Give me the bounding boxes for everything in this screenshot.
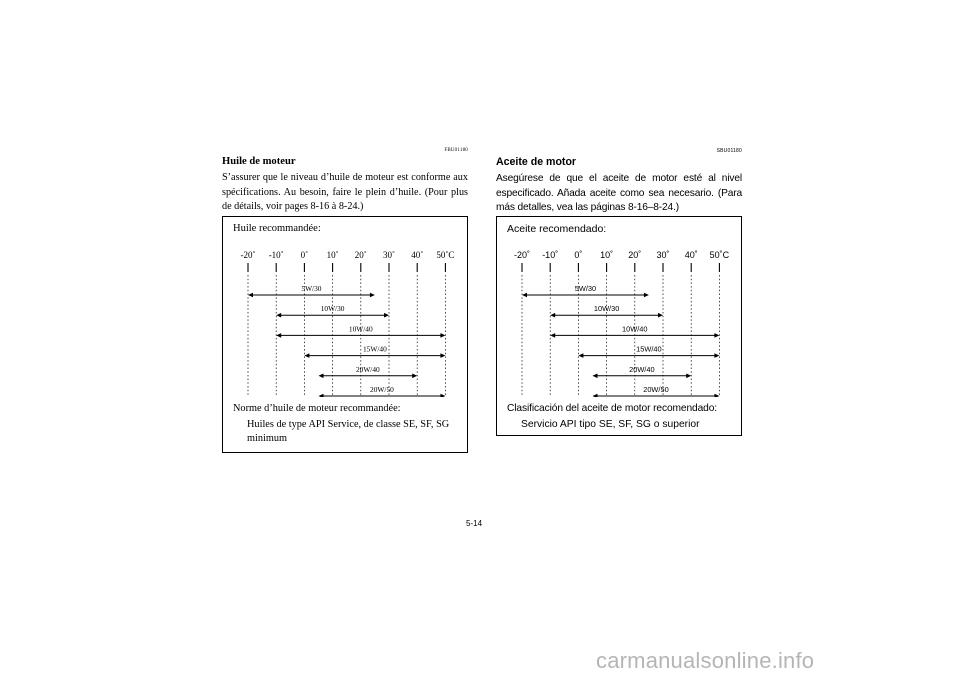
arrowhead-right [658,313,663,318]
spanish-oil-box [496,216,742,436]
arrowhead-right [412,374,417,379]
arrowhead-right [440,353,445,358]
grade-label: 20W/50 [643,385,669,394]
temperature-label: 30˚ [383,250,395,260]
norm-detail: Huiles de type API Service, de classe SE, SF, SG minimum [247,419,450,444]
grade-label: 20W/40 [355,364,380,374]
grade-label: 20W/40 [629,364,655,374]
temperature-label: -20˚ [240,250,256,260]
norm-detail: Servicio API tipo SE, SF, SG o superior [521,419,700,430]
arrowhead-right [714,353,719,358]
arrowhead-left [319,394,324,397]
arrowhead-right [644,293,649,298]
arrowhead-left [550,313,555,318]
temperature-label: 30˚ [656,250,670,260]
temperature-label: 0˚ [574,250,583,260]
arrowhead-right [384,313,389,318]
arrowhead-left [593,394,598,397]
section-paragraph: Asegúrese de que el aceite de motor esté al nivel especificado. Añada aceite como sea necesario. (Para más detalles, vea las páginas 8-16–8-24.) [496,173,742,213]
section-code: FBU01180 [444,148,468,153]
arrowhead-left [276,313,281,318]
arrowhead-left [593,374,598,379]
arrowhead-right [440,394,445,397]
arrowhead-right [370,293,375,298]
section-title: Aceite de motor [496,156,577,168]
grade-label: 10W/40 [622,324,648,334]
box-title: Aceite recomendado: [507,223,607,235]
grade-label: 5W/30 [574,284,597,293]
temperature-label: 50˚C [709,250,730,260]
oil-temperature-chart [497,217,741,397]
french-section [222,148,468,215]
box-title: Huile recommandée: [233,223,321,234]
watermark: carmanualsonline.info [596,648,815,673]
arrowhead-left [304,353,309,358]
norm-title: Norme d’huile de moteur recommandée: [233,403,401,414]
arrowhead-left [319,374,324,379]
arrowhead-left [248,293,253,298]
grade-label: 5W/30 [301,284,322,293]
arrowhead-left [578,353,583,358]
temperature-label: 40˚ [684,250,698,260]
temperature-label: 40˚ [411,250,424,260]
temperature-label: 0˚ [300,250,309,260]
norm-title: Clasificación del aceite de motor recomendado: [507,403,718,414]
arrowhead-right [440,333,445,338]
grade-label: 10W/30 [320,304,345,314]
section-paragraph: S’assurer que le niveau d’huile de moteur est conforme aux spécifications. Au besoin, faire le plein d’huile. (Pour plus de détails, voir pages 8-16 à 8-24.) [222,172,468,212]
grade-label: 20W/50 [370,385,394,394]
oil-temperature-chart [223,217,467,397]
temperature-label: 50˚C [436,250,455,260]
page-number: 5-14 [466,519,483,528]
arrowhead-left [550,333,555,338]
temperature-label: 10˚ [326,250,339,260]
grade-label: 15W/40 [636,344,662,354]
temperature-label: 10˚ [600,250,614,260]
grade-label: 10W/30 [593,304,620,314]
grade-label: 15W/40 [362,344,387,354]
arrowhead-right [714,333,719,338]
section-code: SBU01180 [716,148,742,154]
temperature-label: -20˚ [513,250,531,260]
arrowhead-left [276,333,281,338]
temperature-label: -10˚ [542,250,559,260]
spanish-section [496,148,742,216]
section-title: Huile de moteur [222,156,296,167]
french-oil-box [222,216,468,453]
temperature-label: 20˚ [354,250,367,260]
arrowhead-right [714,394,719,397]
grade-label: 10W/40 [348,324,373,334]
temperature-label: -10˚ [268,250,284,260]
arrowhead-right [686,374,691,379]
arrowhead-left [522,293,527,298]
temperature-label: 20˚ [628,250,642,260]
